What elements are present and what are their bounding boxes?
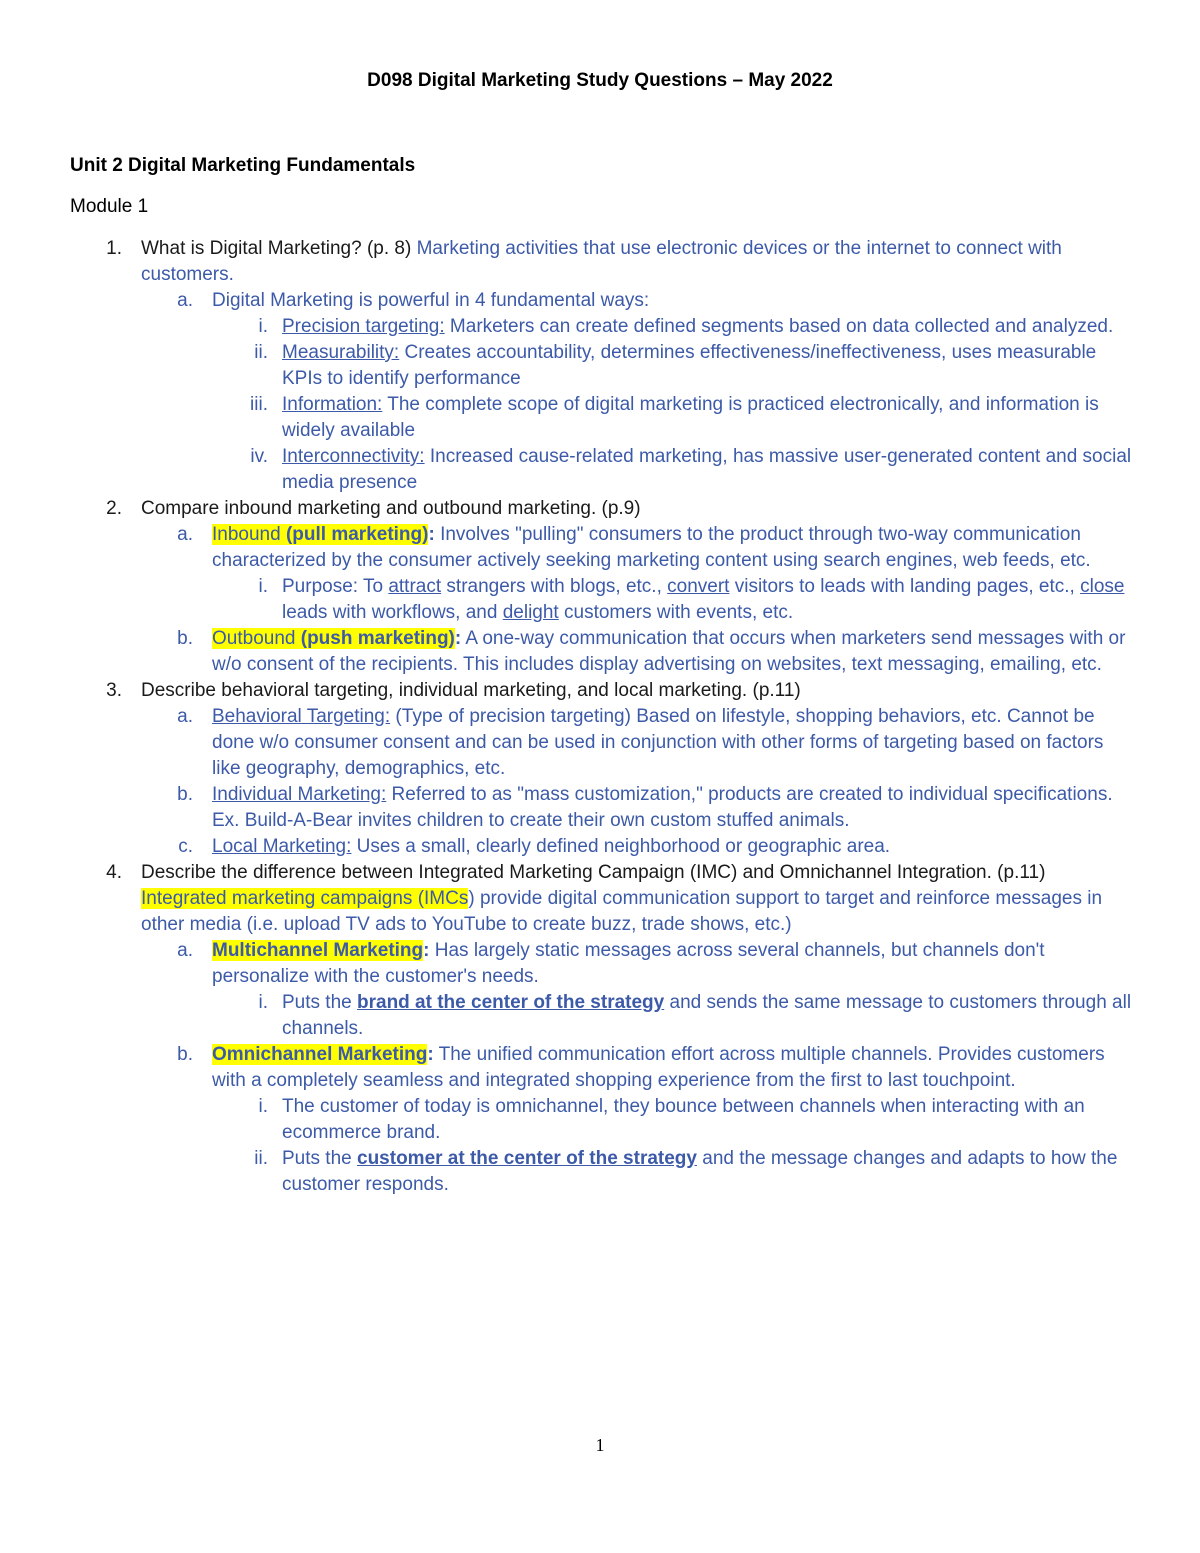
list-roman: i. <box>258 316 268 337</box>
definition: Referred to as "mass customization," products are created to individual specifications. Ex. Build-A-Bear invites children to create their own custom stuffed animals. <box>212 784 1113 831</box>
definition: A one-way communication that occurs when marketers send messages with or w/o consent of the recipients. This includes display advertising on websites, text messaging, emailing, etc. <box>212 628 1126 675</box>
list-roman: i. <box>258 576 268 597</box>
list-letter: c. <box>178 836 193 857</box>
list-item <box>0 1146 1200 1198</box>
list-number: 1. <box>106 238 122 259</box>
text-run: Puts the <box>282 1148 357 1169</box>
definition: The complete scope of digital marketing is practiced electronically, and information is widely available <box>282 394 1099 441</box>
colon: : <box>423 940 430 961</box>
list-item <box>0 288 1200 314</box>
key-word: delight <box>502 602 559 623</box>
list-item <box>0 574 1200 626</box>
list-roman: iii. <box>250 394 268 415</box>
key-word: close <box>1080 576 1125 597</box>
term-qualifier: (push marketing) <box>295 628 455 649</box>
highlighted-term <box>212 524 428 545</box>
highlighted-term: Omnichannel Marketing <box>212 1044 428 1065</box>
text-run: strangers with blogs, etc., <box>441 576 668 597</box>
list-item <box>0 340 1200 392</box>
list-item <box>0 522 1200 574</box>
question-1 <box>0 236 1200 288</box>
list-item <box>0 1042 1200 1094</box>
list-item <box>0 444 1200 496</box>
list-letter: b. <box>177 1044 193 1065</box>
list-item <box>0 314 1200 340</box>
list-item <box>0 392 1200 444</box>
text-run: and sends the same message to customers through all channels. <box>282 992 1132 1039</box>
question-4 <box>0 860 1200 938</box>
list-letter: a. <box>177 290 193 311</box>
highlighted-term <box>212 628 455 649</box>
list-item-text: The customer of today is omnichannel, they bounce between channels when interacting with an ecommerce brand. <box>282 1096 1085 1143</box>
term: Outbound <box>212 628 296 649</box>
definition: Has largely static messages across several channels, but channels don't personalize with the customer's needs. <box>212 940 1045 987</box>
answer-text: Marketing activities that use electronic devices or the internet to connect with customers. <box>141 238 1062 285</box>
list-item <box>0 938 1200 990</box>
list-roman: i. <box>258 992 268 1013</box>
text-run: leads with workflows, and <box>282 602 503 623</box>
term: Interconnectivity: <box>282 446 425 467</box>
question-text: Compare inbound marketing and outbound marketing. (p.9) <box>141 498 641 519</box>
list-letter: a. <box>177 524 193 545</box>
list-item <box>0 1094 1200 1146</box>
definition: Uses a small, clearly defined neighborhood or geographic area. <box>351 836 891 857</box>
list-item <box>0 626 1200 678</box>
definition: Involves "pulling" consumers to the product through two-way communication characterized by the consumer actively seeking marketing content using search engines, web feeds, etc. <box>212 524 1091 571</box>
highlighted-term: Integrated marketing campaigns (IMCs <box>141 888 469 909</box>
question-2 <box>0 496 1200 522</box>
page-number: 1 <box>595 1435 605 1455</box>
question-3 <box>0 678 1200 704</box>
list-letter: a. <box>177 706 193 727</box>
list-letter: b. <box>177 784 193 805</box>
term: Precision targeting: <box>282 316 445 337</box>
key-word: convert <box>667 576 730 597</box>
definition: Creates accountability, determines effectiveness/ineffectiveness, uses measurable KPIs to identify performance <box>282 342 1097 389</box>
list-roman: iv. <box>250 446 268 467</box>
question-text: What is Digital Marketing? (p. 8) <box>141 238 417 259</box>
key-phrase: customer at the center of the strategy <box>357 1148 697 1169</box>
list-item <box>0 834 1200 860</box>
colon: : <box>454 628 462 649</box>
term-qualifier: (pull marketing) <box>280 524 429 545</box>
key-phrase: brand at the center of the strategy <box>357 992 665 1013</box>
term: Inbound <box>212 524 281 545</box>
colon: : <box>427 1044 434 1065</box>
module-heading: Module 1 <box>70 196 149 217</box>
question-text: Describe behavioral targeting, individual marketing, and local marketing. (p.11) <box>141 680 801 701</box>
unit-heading: Unit 2 Digital Marketing Fundamentals <box>70 155 416 176</box>
definition: The unified communication effort across multiple channels. Provides customers with a completely seamless and integrated shopping experience from the first to last touchpoint. <box>212 1044 1105 1091</box>
list-roman: ii. <box>254 1148 268 1169</box>
term: Local Marketing: <box>212 836 352 857</box>
key-word: attract <box>388 576 442 597</box>
question-text: Describe the difference between Integrated Marketing Campaign (IMC) and Omnichannel Integration. (p.11) <box>141 862 1046 883</box>
list-item <box>0 782 1200 834</box>
term: Individual Marketing: <box>212 784 387 805</box>
list-item-text: Digital Marketing is powerful in 4 fundamental ways: <box>212 290 650 311</box>
list-roman: ii. <box>254 342 268 363</box>
definition: Increased cause-related marketing, has massive user-generated content and social media presence <box>282 446 1132 493</box>
text-run: visitors to leads with landing pages, etc., <box>729 576 1081 597</box>
text-run: Puts the <box>282 992 357 1013</box>
definition: Marketers can create defined segments based on data collected and analyzed. <box>444 316 1114 337</box>
list-item <box>0 704 1200 782</box>
list-number: 4. <box>106 862 122 883</box>
list-letter: a. <box>177 940 193 961</box>
text-run: Purpose: To <box>282 576 389 597</box>
answer-text: ) provide digital communication support to target and reinforce messages in other media (i.e. upload TV ads to YouTube to create buzz, trade shows, etc.) <box>141 888 1103 935</box>
document-title: D098 Digital Marketing Study Questions – May 2022 <box>367 70 833 91</box>
list-number: 2. <box>106 498 122 519</box>
term: Measurability: <box>282 342 400 363</box>
colon: : <box>428 524 435 545</box>
highlighted-term: Multichannel Marketing <box>212 940 424 961</box>
question-list <box>0 236 1200 1198</box>
list-number: 3. <box>106 680 122 701</box>
text-run: customers with events, etc. <box>558 602 794 623</box>
term: Information: <box>282 394 383 415</box>
term: Behavioral Targeting: <box>212 706 391 727</box>
list-letter: b. <box>177 628 193 649</box>
text-run: and the message changes and adapts to how the customer responds. <box>282 1148 1118 1195</box>
list-roman: i. <box>258 1096 268 1117</box>
definition: (Type of precision targeting) Based on lifestyle, shopping behaviors, etc. Cannot be done w/o consumer consent and can be used in conjunction with other forms of targeting based on factors like geography, demographics, etc. <box>212 706 1104 779</box>
list-item <box>0 990 1200 1042</box>
